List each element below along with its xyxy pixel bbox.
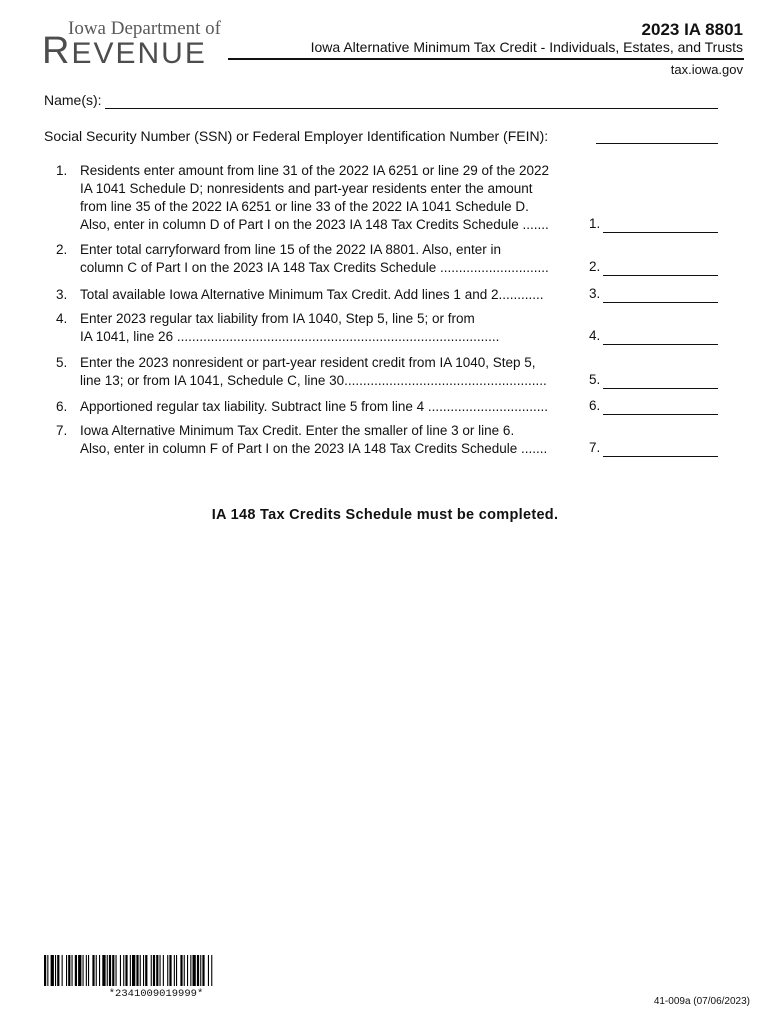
- names-input[interactable]: [105, 108, 718, 109]
- line-text: Enter 2023 regular tax liability from IA 1040, Step 5, line 5; or from: [80, 311, 475, 326]
- line-text: Also, enter in column D of Part I on the 2023 IA 148 Tax Credits Schedule .......: [80, 217, 549, 232]
- line-box-number: 4.: [589, 328, 601, 343]
- line-text: from line 35 of the 2022 IA 6251 or line 33 of the 2022 IA 1041 Schedule D.: [80, 199, 529, 214]
- line-box-number: 7.: [589, 440, 601, 455]
- line-text: Apportioned regular tax liability. Subtract line 5 from line 4 ................................: [80, 399, 548, 414]
- line-text: Also, enter in column F of Part I on the 2023 IA 148 Tax Credits Schedule .......: [80, 441, 548, 456]
- logo-department-line: Iowa Department of: [68, 18, 221, 39]
- schedule-note: IA 148 Tax Credits Schedule must be completed.: [211, 507, 559, 523]
- line-text: Iowa Alternative Minimum Tax Credit. Enter the smaller of line 3 or line 6.: [80, 423, 515, 438]
- line-number: 7.: [56, 423, 68, 438]
- line-text: IA 1041 Schedule D; nonresidents and part-year residents enter the amount: [80, 181, 533, 196]
- line-number: 4.: [56, 311, 68, 326]
- line-number: 3.: [56, 287, 68, 302]
- line-box-number: 2.: [589, 259, 601, 274]
- line-number: 2.: [56, 242, 68, 257]
- line-text: Total available Iowa Alternative Minimum Tax Credit. Add lines 1 and 2............: [80, 287, 544, 302]
- line-amount-input[interactable]: [603, 275, 718, 276]
- barcode-text: *2341009019999*: [108, 988, 204, 1000]
- form-code: 41-009a (07/06/2023): [653, 996, 750, 1007]
- line-text: line 13; or from IA 1041, Schedule C, line 30......................................................: [80, 373, 547, 388]
- line-text: Residents enter amount from line 31 of the 2022 IA 6251 or line 29 of the 2022: [80, 163, 550, 178]
- line-number: 1.: [56, 163, 68, 178]
- line-text: Enter total carryforward from line 15 of the 2022 IA 8801. Also, enter in: [80, 242, 501, 257]
- line-box-number: 5.: [589, 372, 601, 387]
- line-amount-input[interactable]: [603, 302, 718, 303]
- line-amount-input[interactable]: [603, 344, 718, 345]
- ssn-label: Social Security Number (SSN) or Federal Employer Identification Number (FEIN):: [44, 128, 549, 144]
- line-number: 6.: [56, 399, 68, 414]
- form-id: 2023 IA 8801: [641, 20, 743, 39]
- line-amount-input[interactable]: [603, 388, 718, 389]
- form-title: Iowa Alternative Minimum Tax Credit - Individuals, Estates, and Trusts: [310, 39, 743, 55]
- ssn-input[interactable]: [596, 143, 718, 144]
- logo-revenue: [42, 30, 207, 73]
- title-rule: [228, 58, 744, 60]
- logo-revenue-initial: R: [42, 30, 72, 72]
- line-amount-input[interactable]: [603, 456, 718, 457]
- line-amount-input[interactable]: [603, 232, 718, 233]
- line-box-number: 6.: [589, 398, 601, 413]
- names-label: Name(s):: [44, 92, 102, 108]
- logo-revenue-rest: EVENUE: [71, 37, 207, 70]
- line-text: Enter the 2023 nonresident or part-year resident credit from IA 1040, Step 5,: [80, 355, 536, 370]
- line-box-number: 3.: [589, 286, 601, 301]
- line-box-number: 1.: [589, 216, 601, 231]
- line-text: column C of Part I on the 2023 IA 148 Tax Credits Schedule .............................: [80, 260, 549, 275]
- line-amount-input[interactable]: [603, 414, 718, 415]
- line-number: 5.: [56, 355, 68, 370]
- barcode: [44, 955, 268, 986]
- website: tax.iowa.gov: [670, 62, 743, 77]
- line-text: IA 1041, line 26 ......................................................................................: [80, 329, 500, 344]
